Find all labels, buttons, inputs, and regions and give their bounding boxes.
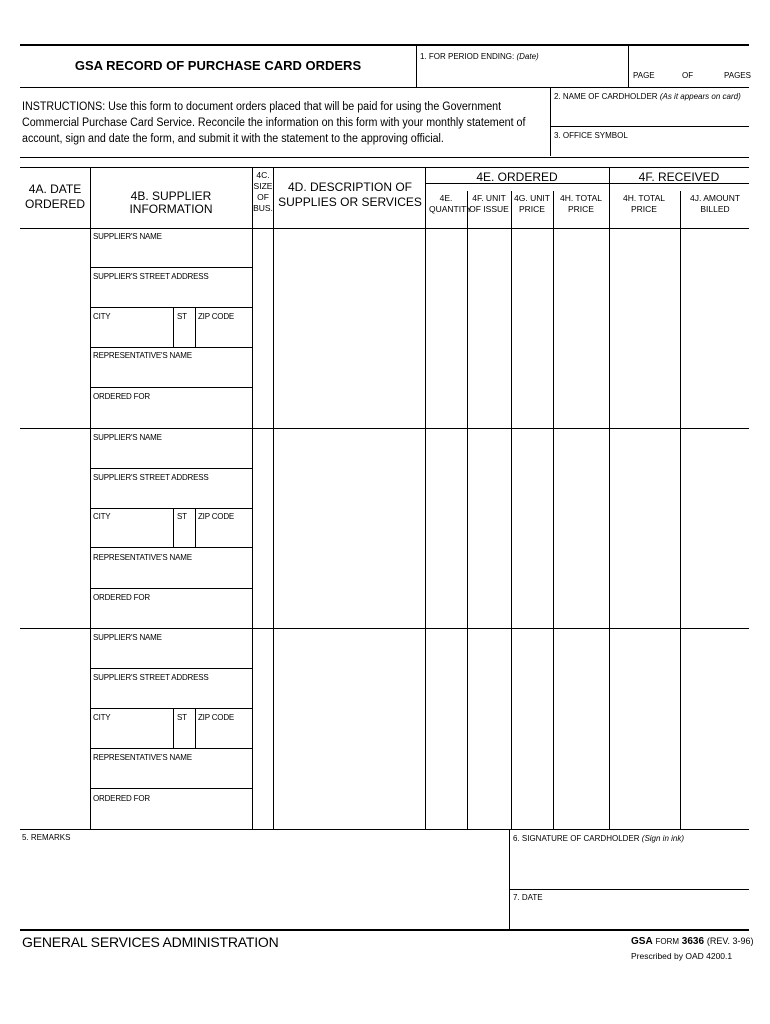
representative-name-label: REPRESENTATIVE'S NAME (93, 553, 192, 562)
state-label: ST (177, 713, 187, 722)
ordered-for-label: ORDERED FOR (93, 794, 150, 803)
description-field[interactable] (274, 229, 424, 427)
supplier-name-label: SUPPLIER'S NAME (93, 232, 162, 241)
supplier-street-label: SUPPLIER'S STREET ADDRESS (93, 272, 209, 281)
date-label: 7. DATE (513, 893, 543, 902)
form-number: GSA FORM 3636 (REV. 3-96) (631, 936, 754, 947)
received-group-header: 4F. RECEIVED (638, 170, 720, 184)
office-symbol-field[interactable] (552, 141, 748, 155)
total-price-received-header: 4H. TOTAL PRICE (622, 193, 666, 214)
ordered-for-label: ORDERED FOR (93, 392, 150, 401)
of-label: OF (682, 71, 694, 80)
pages-label: PAGES (724, 71, 751, 80)
state-label: ST (177, 312, 187, 321)
zip-code-label: ZIP CODE (198, 512, 235, 521)
supplier-name-label: SUPPLIER'S NAME (93, 433, 162, 442)
date-ordered-header: 4A. DATE ORDERED (24, 182, 85, 211)
unit-price-header: 4G. UNIT PRICE (514, 193, 550, 214)
zip-code-label: ZIP CODE (198, 312, 235, 321)
state-label: ST (177, 512, 187, 521)
description-field[interactable] (274, 629, 424, 829)
prescribed-by: Prescribed by OAD 4200.1 (631, 951, 733, 961)
period-ending-field[interactable] (418, 62, 626, 86)
supplier-street-label: SUPPLIER'S STREET ADDRESS (93, 473, 209, 482)
representative-name-label: REPRESENTATIVE'S NAME (93, 351, 192, 360)
city-label: CITY (93, 512, 111, 521)
total-price-ordered-header: 4H. TOTAL PRICE (559, 193, 603, 214)
representative-name-label: REPRESENTATIVE'S NAME (93, 753, 192, 762)
description-header: 4D. DESCRIPTION OF SUPPLIES OR SERVICES (278, 180, 422, 209)
cardholder-name-field[interactable] (552, 103, 748, 125)
zip-code-label: ZIP CODE (198, 713, 235, 722)
total-pages-field[interactable] (699, 66, 721, 84)
date-field[interactable] (511, 904, 748, 926)
page-label: PAGE (633, 71, 655, 80)
date-ordered-field[interactable] (21, 429, 89, 627)
city-label: CITY (93, 713, 111, 722)
remarks-field[interactable] (21, 845, 508, 927)
supplier-info-header: 4B. SUPPLIER INFORMATION (129, 189, 213, 216)
description-field[interactable] (274, 429, 424, 627)
cardholder-name-label: 2. NAME OF CARDHOLDER (As it appears on card) (554, 92, 741, 101)
quantity-header: 4E. QUANTITY (429, 193, 472, 214)
office-symbol-label: 3. OFFICE SYMBOL (554, 131, 628, 140)
instructions-text: INSTRUCTIONS: Use this form to document orders placed that will be paid for using the Government Commercial Purchase Card Service. Reconcile the information on this form with your monthly statement of account, sign and date the form, and submit it with the statement to the approving official. (22, 101, 526, 145)
period-ending-label: 1. FOR PERIOD ENDING: (Date) (420, 52, 539, 61)
supplier-name-label: SUPPLIER'S NAME (93, 633, 162, 642)
signature-field[interactable] (511, 846, 748, 888)
ordered-group-header: 4E. ORDERED (476, 170, 558, 184)
form-title: GSA RECORD OF PURCHASE CARD ORDERS (74, 58, 362, 73)
date-ordered-field[interactable] (21, 629, 89, 829)
agency-name: GENERAL SERVICES ADMINISTRATION (22, 934, 279, 950)
date-ordered-field[interactable] (21, 229, 89, 427)
page-number-field[interactable] (655, 66, 679, 84)
supplier-street-label: SUPPLIER'S STREET ADDRESS (93, 673, 209, 682)
city-label: CITY (93, 312, 111, 321)
ordered-for-label: ORDERED FOR (93, 593, 150, 602)
amount-billed-header: 4J. AMOUNT BILLED (689, 193, 741, 214)
size-of-business-header: 4C. SIZE OF BUS. (253, 170, 273, 213)
signature-label: 6. SIGNATURE OF CARDHOLDER (Sign in ink) (513, 834, 685, 843)
remarks-label: 5. REMARKS (22, 833, 71, 842)
unit-of-issue-header: 4F. UNIT OF ISSUE (469, 193, 509, 214)
